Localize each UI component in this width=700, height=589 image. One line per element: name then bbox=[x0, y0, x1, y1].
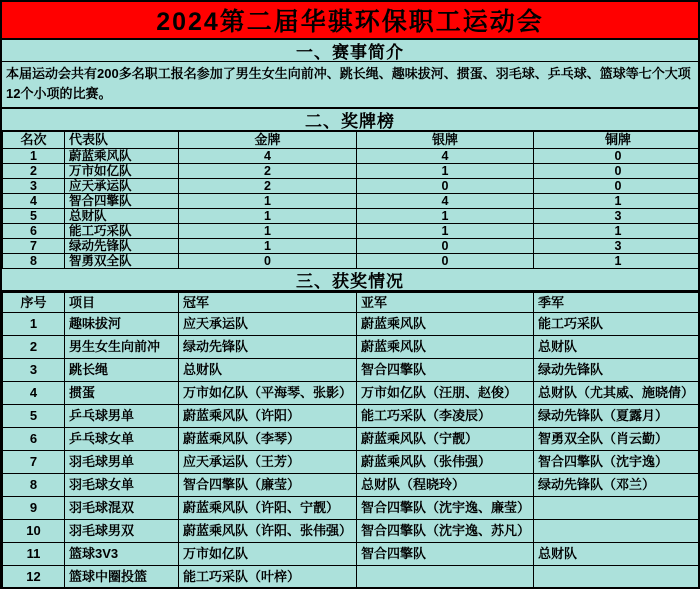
event-cell: 趣味拔河 bbox=[65, 313, 179, 336]
intro-text: 本届运动会共有200多名职工报名参加了男生女生向前冲、跳长绳、趣味拔河、掼蛋、羽毛球、乒乓球、篮球等七个大项12个小项的比赛。 bbox=[2, 62, 698, 109]
champion-cell: 蔚蓝乘风队（许阳、张伟强） bbox=[179, 520, 357, 543]
awards-col-third: 季军 bbox=[534, 293, 700, 313]
event-cell: 乒乓球男单 bbox=[65, 405, 179, 428]
table-row bbox=[3, 179, 700, 194]
third-cell bbox=[534, 497, 700, 520]
bronze-cell: 0 bbox=[534, 179, 700, 194]
silver-cell: 4 bbox=[357, 194, 534, 209]
team-cell: 总财队 bbox=[65, 209, 179, 224]
number-cell: 8 bbox=[3, 474, 65, 497]
champion-cell: 蔚蓝乘风队（许阳、宁靓） bbox=[179, 497, 357, 520]
table-row bbox=[3, 164, 700, 179]
third-cell: 能工巧采队 bbox=[534, 313, 700, 336]
runnerup-cell: 蔚蓝乘风队（宁靓） bbox=[357, 428, 534, 451]
team-cell: 能工巧采队 bbox=[65, 224, 179, 239]
table-row bbox=[3, 474, 700, 497]
section-awards-heading: 三、获奖情况 bbox=[2, 269, 698, 292]
third-cell: 绿动先锋队（邓兰） bbox=[534, 474, 700, 497]
section-intro-heading: 一、赛事简介 bbox=[2, 40, 698, 62]
champion-cell: 应天承运队（王芳） bbox=[179, 451, 357, 474]
table-row bbox=[3, 336, 700, 359]
rank-cell: 1 bbox=[3, 149, 65, 164]
event-cell: 羽毛球女单 bbox=[65, 474, 179, 497]
number-cell: 6 bbox=[3, 428, 65, 451]
table-row bbox=[3, 520, 700, 543]
team-cell: 万市如亿队 bbox=[65, 164, 179, 179]
silver-cell: 0 bbox=[357, 239, 534, 254]
third-cell: 总财队 bbox=[534, 543, 700, 566]
event-cell: 羽毛球男双 bbox=[65, 520, 179, 543]
table-row bbox=[3, 566, 700, 589]
number-cell: 11 bbox=[3, 543, 65, 566]
awards-col-number: 序号 bbox=[3, 293, 65, 313]
medal-table-header-row bbox=[3, 132, 700, 149]
number-cell: 5 bbox=[3, 405, 65, 428]
runnerup-cell: 万市如亿队（汪朋、赵俊） bbox=[357, 382, 534, 405]
runnerup-cell: 总财队（程晓玲） bbox=[357, 474, 534, 497]
runnerup-cell bbox=[357, 566, 534, 589]
number-cell: 9 bbox=[3, 497, 65, 520]
silver-cell: 1 bbox=[357, 164, 534, 179]
champion-cell: 绿动先锋队 bbox=[179, 336, 357, 359]
third-cell bbox=[534, 520, 700, 543]
section-medals-heading: 二、奖牌榜 bbox=[2, 109, 698, 131]
gold-cell: 1 bbox=[179, 209, 357, 224]
number-cell: 2 bbox=[3, 336, 65, 359]
table-row bbox=[3, 497, 700, 520]
table-row bbox=[3, 428, 700, 451]
event-cell: 羽毛球混双 bbox=[65, 497, 179, 520]
table-row bbox=[3, 224, 700, 239]
event-cell: 羽毛球男单 bbox=[65, 451, 179, 474]
table-row bbox=[3, 239, 700, 254]
champion-cell: 万市如亿队（平海琴、张影） bbox=[179, 382, 357, 405]
runnerup-cell: 蔚蓝乘风队 bbox=[357, 336, 534, 359]
rank-cell: 7 bbox=[3, 239, 65, 254]
number-cell: 7 bbox=[3, 451, 65, 474]
champion-cell: 智合四擎队（廉莹） bbox=[179, 474, 357, 497]
rank-cell: 3 bbox=[3, 179, 65, 194]
title-bar bbox=[2, 2, 698, 40]
medal-col-rank: 名次 bbox=[3, 132, 65, 149]
gold-cell: 1 bbox=[179, 239, 357, 254]
awards-table-header-row bbox=[3, 293, 700, 313]
champion-cell: 能工巧采队（叶梓） bbox=[179, 566, 357, 589]
bronze-cell: 0 bbox=[534, 149, 700, 164]
event-cell: 跳长绳 bbox=[65, 359, 179, 382]
table-row bbox=[3, 149, 700, 164]
bronze-cell: 3 bbox=[534, 209, 700, 224]
medal-col-team: 代表队 bbox=[65, 132, 179, 149]
rank-cell: 5 bbox=[3, 209, 65, 224]
team-cell: 绿动先锋队 bbox=[65, 239, 179, 254]
rank-cell: 2 bbox=[3, 164, 65, 179]
third-cell: 智勇双全队（肖云勤） bbox=[534, 428, 700, 451]
awards-table bbox=[2, 292, 700, 589]
silver-cell: 4 bbox=[357, 149, 534, 164]
awards-col-runnerup: 亚军 bbox=[357, 293, 534, 313]
runnerup-cell: 蔚蓝乘风队（张伟强） bbox=[357, 451, 534, 474]
table-row bbox=[3, 451, 700, 474]
table-row bbox=[3, 405, 700, 428]
event-cell: 掼蛋 bbox=[65, 382, 179, 405]
gold-cell: 2 bbox=[179, 164, 357, 179]
medal-table bbox=[2, 131, 700, 269]
bronze-cell: 0 bbox=[534, 164, 700, 179]
number-cell: 3 bbox=[3, 359, 65, 382]
runnerup-cell: 智合四擎队（沈宇逸、廉莹） bbox=[357, 497, 534, 520]
champion-cell: 万市如亿队 bbox=[179, 543, 357, 566]
silver-cell: 1 bbox=[357, 209, 534, 224]
third-cell: 绿动先锋队 bbox=[534, 359, 700, 382]
third-cell: 绿动先锋队（夏露月） bbox=[534, 405, 700, 428]
table-row bbox=[3, 543, 700, 566]
gold-cell: 1 bbox=[179, 224, 357, 239]
table-row bbox=[3, 313, 700, 336]
champion-cell: 蔚蓝乘风队（许阳） bbox=[179, 405, 357, 428]
team-cell: 应天承运队 bbox=[65, 179, 179, 194]
event-title: 2024第二届华骐环保职工运动会 bbox=[156, 8, 544, 36]
number-cell: 1 bbox=[3, 313, 65, 336]
gold-cell: 4 bbox=[179, 149, 357, 164]
runnerup-cell: 能工巧采队（李凌辰） bbox=[357, 405, 534, 428]
bronze-cell: 3 bbox=[534, 239, 700, 254]
champion-cell: 总财队 bbox=[179, 359, 357, 382]
gold-cell: 1 bbox=[179, 194, 357, 209]
awards-col-event: 项目 bbox=[65, 293, 179, 313]
third-cell: 智合四擎队（沈宇逸） bbox=[534, 451, 700, 474]
third-cell: 总财队（尤其威、施晓倩） bbox=[534, 382, 700, 405]
runnerup-cell: 智合四擎队（沈宇逸、苏凡） bbox=[357, 520, 534, 543]
event-cell: 篮球中圈投篮 bbox=[65, 566, 179, 589]
medal-col-bronze: 铜牌 bbox=[534, 132, 700, 149]
number-cell: 4 bbox=[3, 382, 65, 405]
third-cell bbox=[534, 566, 700, 589]
rank-cell: 8 bbox=[3, 254, 65, 269]
rank-cell: 4 bbox=[3, 194, 65, 209]
table-row bbox=[3, 209, 700, 224]
third-cell: 总财队 bbox=[534, 336, 700, 359]
number-cell: 10 bbox=[3, 520, 65, 543]
team-cell: 蔚蓝乘风队 bbox=[65, 149, 179, 164]
team-cell: 智勇双全队 bbox=[65, 254, 179, 269]
medal-col-silver: 银牌 bbox=[357, 132, 534, 149]
gold-cell: 2 bbox=[179, 179, 357, 194]
champion-cell: 应天承运队 bbox=[179, 313, 357, 336]
number-cell: 12 bbox=[3, 566, 65, 589]
event-cell: 男生女生向前冲 bbox=[65, 336, 179, 359]
awards-col-champion: 冠军 bbox=[179, 293, 357, 313]
bronze-cell: 1 bbox=[534, 254, 700, 269]
event-cell: 乒乓球女单 bbox=[65, 428, 179, 451]
table-row bbox=[3, 194, 700, 209]
runnerup-cell: 智合四擎队 bbox=[357, 543, 534, 566]
champion-cell: 蔚蓝乘风队（李琴） bbox=[179, 428, 357, 451]
bronze-cell: 1 bbox=[534, 224, 700, 239]
rank-cell: 6 bbox=[3, 224, 65, 239]
gold-cell: 0 bbox=[179, 254, 357, 269]
silver-cell: 0 bbox=[357, 179, 534, 194]
table-row bbox=[3, 359, 700, 382]
medal-col-gold: 金牌 bbox=[179, 132, 357, 149]
runnerup-cell: 智合四擎队 bbox=[357, 359, 534, 382]
event-cell: 篮球3V3 bbox=[65, 543, 179, 566]
bronze-cell: 1 bbox=[534, 194, 700, 209]
team-cell: 智合四擎队 bbox=[65, 194, 179, 209]
silver-cell: 1 bbox=[357, 224, 534, 239]
table-row bbox=[3, 382, 700, 405]
runnerup-cell: 蔚蓝乘风队 bbox=[357, 313, 534, 336]
silver-cell: 0 bbox=[357, 254, 534, 269]
